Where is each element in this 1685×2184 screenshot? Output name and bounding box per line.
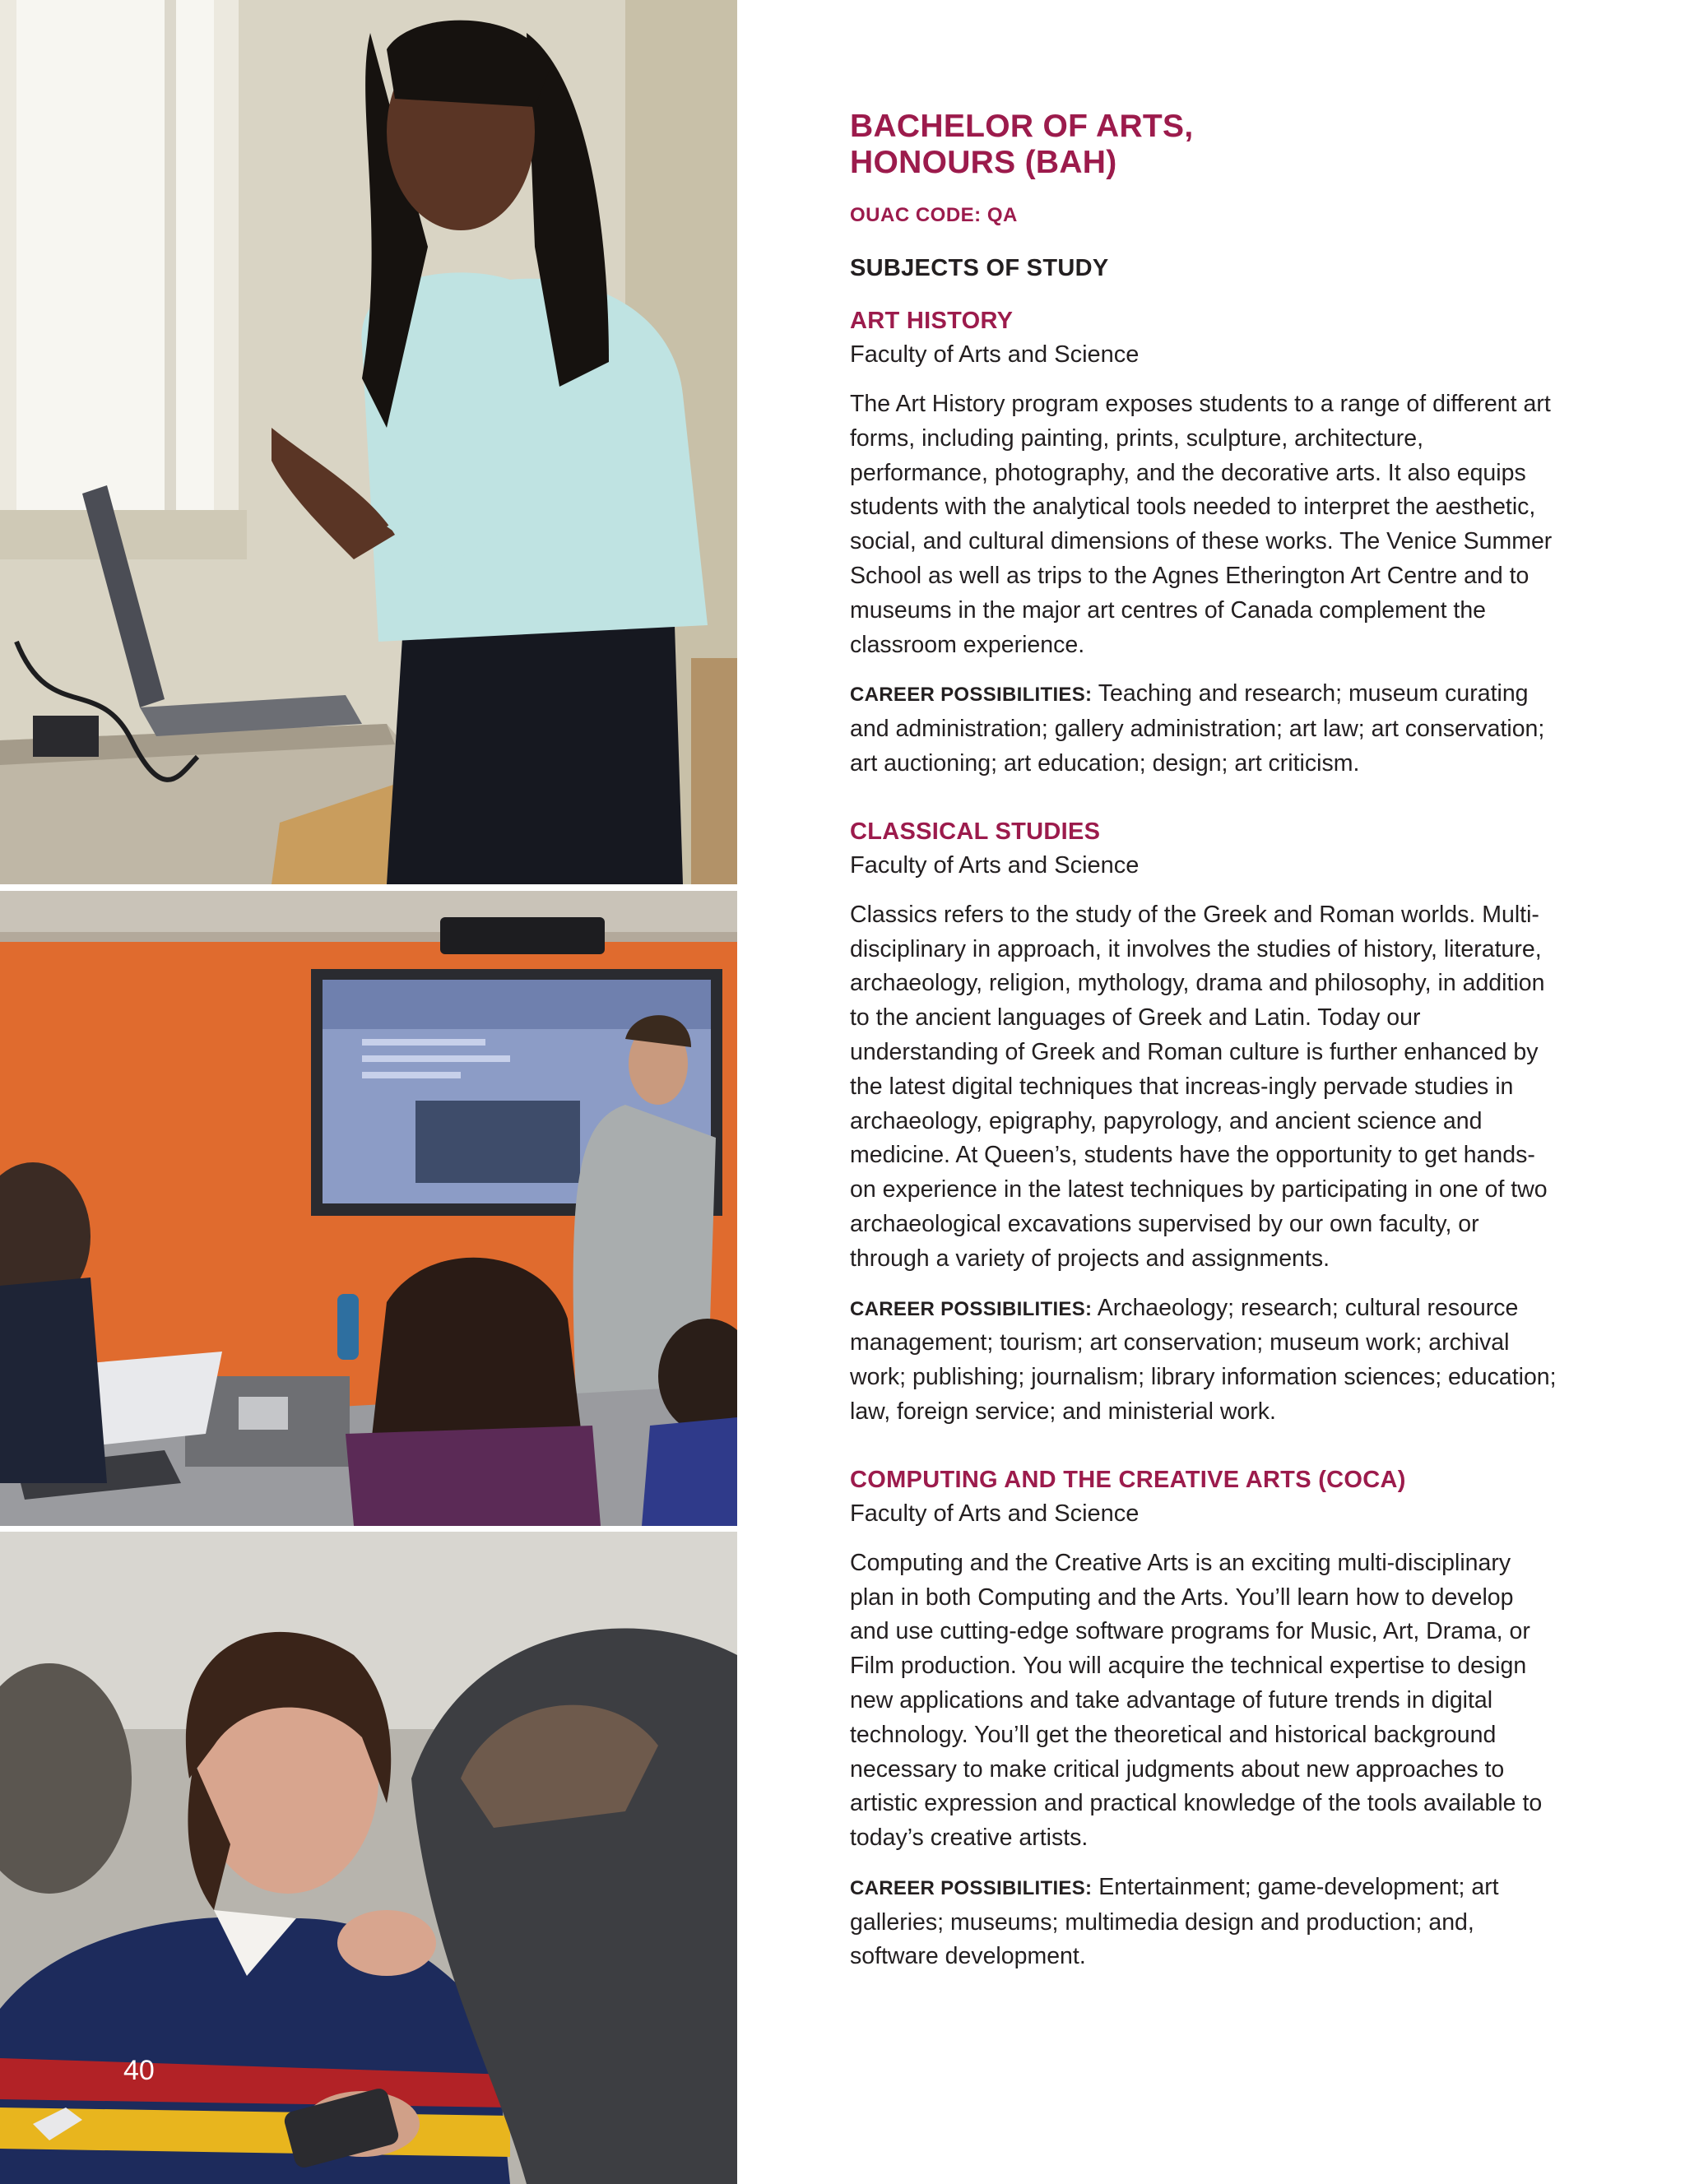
subjects-heading: SUBJECTS OF STUDY xyxy=(850,255,1109,281)
photo-classroom-presentation-image xyxy=(0,891,737,1526)
photo-smiling-student-image xyxy=(0,1532,737,2184)
program-description: The Art History program exposes students to a range of different art forms, including painting, prints, sculpture, architecture, performance, photography, and the decorative arts. It also equips students with the analytical tools needed to interpret the aesthetic, social, and cultural dimensions of these works. The Venice Summer School as well as trips to the Agnes Etherington Art Centre and to museums in the major art centres of Canada complement the classroom experience. xyxy=(850,391,1553,658)
page-title-line-1: BACHELOR OF ARTS, xyxy=(850,109,1194,144)
program-computing-creative-arts xyxy=(850,1464,1557,1975)
page-title-line-2: HONOURS (BAH) xyxy=(850,145,1117,180)
program-faculty: Faculty of Arts and Science xyxy=(850,851,1140,879)
ouac-code: OUAC CODE: QA xyxy=(850,204,1018,226)
program-classical-studies xyxy=(850,816,1557,1430)
program-title: CLASSICAL STUDIES xyxy=(850,818,1101,845)
text-column xyxy=(850,109,1557,1974)
career-text: Entertainment; game-development; art galleries; museums; multimedia design and production; and, software development. xyxy=(850,1873,1499,1970)
career-possibilities xyxy=(850,677,1557,781)
photo-column xyxy=(0,0,737,2184)
photo-smiling-student xyxy=(0,1532,737,2184)
career-label: CAREER POSSIBILITIES: xyxy=(850,684,1093,707)
photo-woman-presenting-image xyxy=(0,0,737,884)
program-description: Classics refers to the study of the Greek and Roman worlds. Multi-disciplinary in approach, it involves the studies of history, literature, archaeology, religion, mythology, drama and philosophy, in addition to the ancient languages of Greek and Latin. Today our understanding of Greek and Roman culture is further enhanced by the latest digital techniques that increas-ingly pervade studies in archaeology, epigraphy, papyrology, and ancient science and medicine. At Queen’s, students have the opportunity to get hands-on experience in the latest techniques by participating in one of two archaeological excavations supervised by our own faculty, or through a variety of projects and assignments. xyxy=(850,901,1548,1272)
career-text: Archaeology; research; cultural resource management; tourism; art conservation; museum work; archival work; publishing; journalism; library information sciences; education; law, foreign service; and ministerial work. xyxy=(850,1294,1557,1425)
program-description: Computing and the Creative Arts is an exciting multi-disciplinary plan in both Computing and the Arts. You’ll learn how to develop and use cutting-edge software programs for Music, Art, Drama, or Film production. You will acquire the technical expertise to design new applications and take advantage of future trends in digital technology. You’ll get the theoretical and historical background necessary to make critical judgments about new approaches to artistic expression and practical knowledge of the tools available to today’s creative artists. xyxy=(850,1549,1543,1852)
photo-woman-presenting xyxy=(0,0,737,884)
program-title: ART HISTORY xyxy=(850,308,1014,334)
page-title xyxy=(850,109,1557,181)
career-label: CAREER POSSIBILITIES: xyxy=(850,1297,1093,1320)
page-number: 40 xyxy=(123,2055,155,2086)
program-art-history xyxy=(850,305,1557,781)
program-faculty: Faculty of Arts and Science xyxy=(850,341,1140,368)
career-label: CAREER POSSIBILITIES: xyxy=(850,1876,1093,1899)
program-faculty: Faculty of Arts and Science xyxy=(850,1500,1140,1527)
career-possibilities xyxy=(850,1871,1557,1974)
program-title: COMPUTING AND THE CREATIVE ARTS (COCA) xyxy=(850,1466,1406,1493)
career-possibilities xyxy=(850,1291,1557,1430)
career-text: Teaching and research; museum curating and administration; gallery administration; art law; art conservation; art auctioning; art education; design; art criticism. xyxy=(850,680,1545,777)
photo-classroom-presentation xyxy=(0,891,737,1526)
